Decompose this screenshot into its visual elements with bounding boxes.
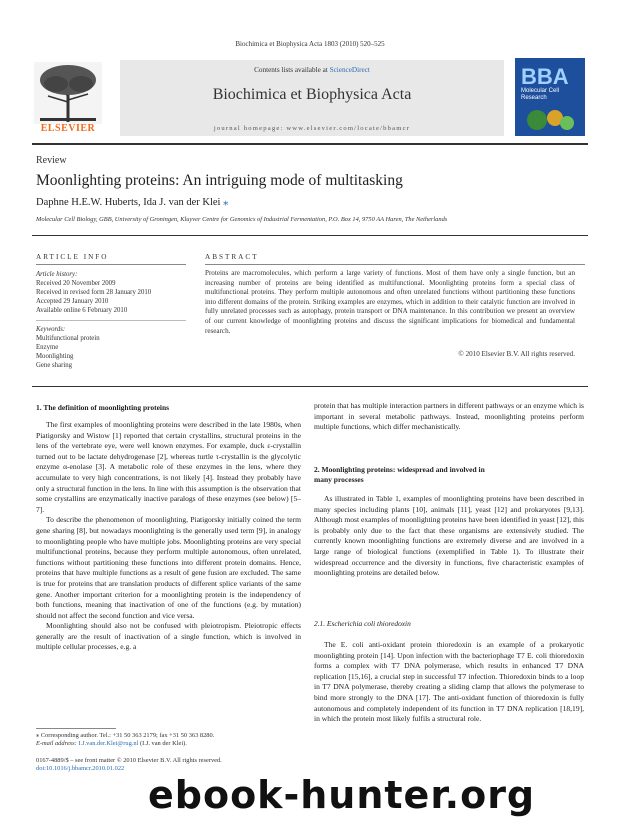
cover-art [523,106,577,132]
contents-line [120,66,504,74]
issn-line: 0167-4889/$ – see front matter © 2010 Elsevier B.V. All rights reserved. [36,757,222,764]
footnote-rule [36,728,116,729]
watermark: ebook-hunter.org [148,773,536,817]
history-received: Received 20 November 2009 [36,280,116,287]
abstract-heading: ABSTRACT [205,253,259,261]
article-info-heading: ARTICLE INFO [36,253,109,261]
paragraph: The first examples of moonlighting proteins were described in the late 1980s, when Piatigorsky and Wistow [1] reported that certain crystallins, structural proteins in the lens of the vertebrate eye, were well known enzymes. For example, duck ε-crystallin turned out to be lactate dehydrogenase [2], whereas turtle τ-crystallin is the glycolytic enzyme α-enolase [3]. A metabolic role of these enzymes in the lens, where they accumulate to very high concentrations, is not likely [4]. Instead they probably have only a structural function in the lens. In line with this assumption is the observation that some crystallins are enzymatically inactive paralogs of these enzymes (see below) [5–7]. [36,420,301,514]
article-history [36,270,196,315]
abstract-rule [205,264,585,265]
journal-title: Biochimica et Biophysica Acta [212,86,412,103]
authors: Daphne H.E.W. Huberts, Ida J. van der Klei [36,197,221,208]
abstract-copyright: © 2010 Elsevier B.V. All rights reserved. [458,350,575,358]
info-rule [36,264,186,265]
title-rule [32,235,588,236]
article-type: Review [36,155,67,166]
abstract-text: Proteins are macromolecules, which perform a large variety of functions. Most of them have only a single function, but an increasing number of proteins are being identified as multifunctional. Moonlighting proteins form a special class of multifunctional proteins. They perform multiple autonomous and often unrelated functions without partitioning these functions into different domains of the protein. Striking examples are enzymes, which in addition to their catalytic function are involved in fully unrelated processes such as autophagy, protein transport or DNA maintenance. In this contribution we present an overview of our current knowledge of moonlighting proteins and discuss the significant implications for biomedical and fundamental research. [205,269,575,335]
email-suffix: (I.J. van der Klei). [138,740,187,748]
section-2-body [314,494,584,579]
journal-homepage[interactable]: journal homepage: www.elsevier.com/locate/bbamcr [213,125,411,132]
keywords-rule [36,320,186,321]
section-2-heading-line-1: 2. Moonlighting proteins: widespread and involved in [314,465,485,474]
history-accepted: Accepted 29 January 2010 [36,298,109,305]
history-label: Article history: [36,271,78,278]
article-title: Moonlighting proteins: An intriguing mode of multitasking [36,172,403,189]
keyword: Moonlighting [36,353,74,360]
keyword: Multifunctional protein [36,335,100,342]
history-revised: Received in revised form 28 January 2010 [36,289,152,296]
author-list [36,196,228,208]
section-2-1-heading: 2.1. Escherichia coli thioredoxin [314,619,411,628]
column-2-intro [314,401,584,433]
running-head: Biochimica et Biophysica Acta 1803 (2010) 520–525 [235,40,385,48]
keyword: Gene sharing [36,362,73,369]
keywords [36,325,196,370]
sciencedirect-link[interactable]: ScienceDirect [329,66,370,74]
cover-subtitle-2: Research [521,95,547,101]
section-1-heading: 1. The definition of moonlighting proteins [36,403,170,412]
paragraph: Moonlighting should also not be confused with pleiotropism. Pleiotropic effects generally are the result of inactivation of a single function, which is involved in multiple cellular processes, e.g. a [36,621,301,652]
footnote [36,732,301,749]
elsevier-wordmark: ELSEVIER [40,123,96,134]
keywords-label: Keywords: [36,326,66,333]
abstract-bottom-rule [32,386,588,387]
email-label: E-mail address: [36,740,79,748]
section-2-1-body [314,640,584,725]
email-link[interactable]: I.J.van.der.Klei@rug.nl [78,740,139,748]
affiliation: Molecular Cell Biology, GBB, University of Groningen, Kluyver Centre for Genomics of Industrial Fermentation, P.O. Box 14, 9750 AA Haren, The Netherlands [36,216,448,223]
cover-title: BBA [521,64,569,89]
history-online: Available online 6 February 2010 [36,307,128,314]
journal-cover [515,58,585,136]
contents-prefix: Contents lists available at [254,66,330,74]
paragraph: To describe the phenomenon of moonlighting, Piatigorsky initially coined the term gene sharing [8], but nowadays moonlighting is the generally used term [9], in analogy to moonlighting people who have multiple jobs. Moonlighting proteins are very special multifunctional proteins, because they perform multiple autonomous, often unrelated, functions without partitioning these functions into different protein domains. Hence, proteins that have multiple functions as a result of gene fusion are excluded. The same is true for proteins that are translation products of different splice variants of the same gene. Another important criterion for a moonlighting protein is the independency of both functions, meaning that inactivation of one of the functions (e.g. by mutation) should not affect the second function and vice versa. [36,515,301,620]
paragraph: As illustrated in Table 1, examples of moonlighting proteins have been described in many species including plants [10], animals [11], yeast [12] and prokaryotes [9,13]. Although most examples of moonlighting proteins have been identified in yeast [12], this is probably only due to the fact that these organisms are extensively studied. The currently known moonlighting functions are extremely diverse and are involved in a large range of biological functions (exemplified in Table 1). To illustrate their widespread occurrence and the diversity in functions, five characteristic examples of moonlighting proteins are detailed below. [314,494,584,578]
paragraph: protein that has multiple interaction partners in different pathways or an enzyme which is important in several metabolic pathways. Instead, moonlighting proteins perform multiple functions, which differ mechanistically. [314,401,584,432]
section-2-heading-line-2: many processes [314,475,364,484]
header-rule [32,143,588,145]
issn-doi [36,757,301,774]
paragraph: The E. coli anti-oxidant protein thioredoxin is an example of a prokaryotic moonlighting protein [14]. Upon infection with the bacteriophage T7 E. coli thioredoxin forms a complex with T7 DNA polymerase, which results in enhanced T7 DNA replication [15,16], a crucial step in successful T7 infection. Thioredoxin binds to a loop in T7 DNA polymerase, thereby creating a sliding clamp that allows the polymerase to bind more strongly to the DNA [17]. The anti-oxidant function of thioredoxin is fully autonomous and completely independent of its function in T7 DNA replication [18,19], in which the protein most likely fulfils a structural role. [314,640,584,724]
corresponding-author-note: ⁎ Corresponding author. Tel.: +31 50 363 2179; fax +31 50 363 8280. [36,732,215,739]
section-2-heading [314,465,584,485]
column-1-body [36,420,301,653]
corresponding-author-mark[interactable]: ⁎ [223,197,229,208]
cover-subtitle [521,88,559,102]
doi-link[interactable]: doi:10.1016/j.bbamcr.2010.01.022 [36,765,125,773]
keyword: Enzyme [36,344,59,351]
cover-subtitle-1: Molecular Cell [521,88,560,94]
